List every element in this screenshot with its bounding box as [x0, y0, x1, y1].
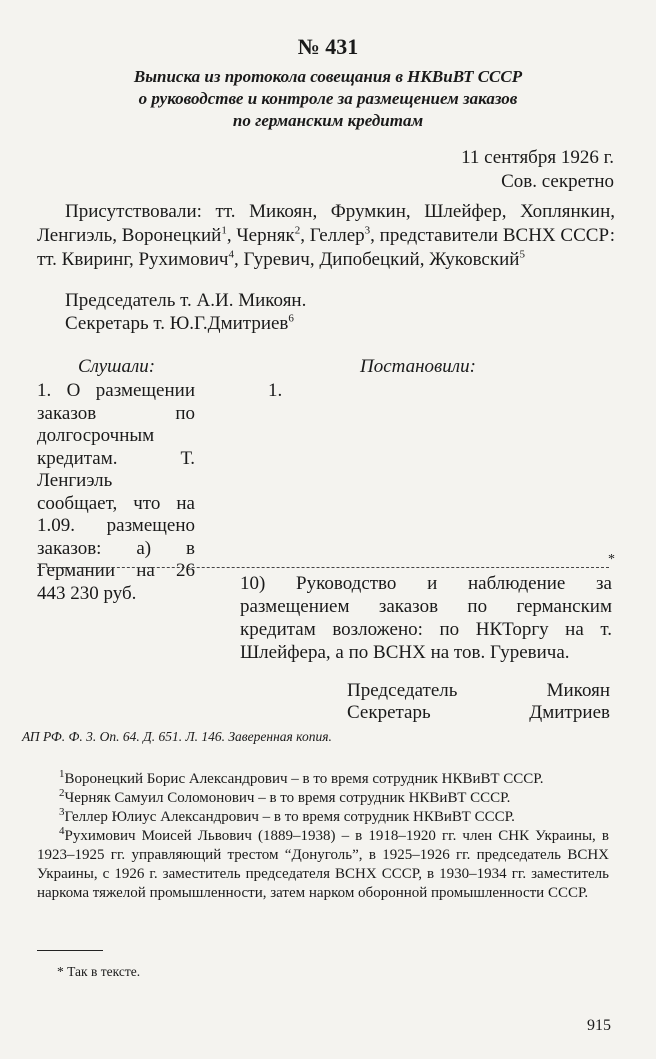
footnote-ref: 4 [228, 248, 234, 261]
title-line: по германским кредитам [232, 111, 424, 130]
separator-asterisk: * [608, 552, 615, 567]
footnote-number: 2 [59, 787, 65, 799]
archive-reference: АП РФ. Ф. 3. Оп. 64. Д. 651. Л. 146. Заверенная копия. [22, 729, 332, 744]
signature-role: Секретарь [347, 702, 431, 723]
attendees-text: , Геллер [300, 225, 365, 246]
footnote-text: Воронецкий Борис Александрович – в то время сотрудник НКВиВТ СССР. [64, 771, 544, 787]
decided-heading: Постановили: [360, 356, 476, 377]
attendees-text: , представители ВСНХ СССР: тт. Квиринг, Рухимович [37, 225, 615, 270]
footnote-ref: 3 [364, 224, 371, 237]
footnote-ref: 2 [294, 224, 301, 237]
secretary-text: Секретарь т. Ю.Г.Дмитриев [65, 313, 289, 334]
footnote-ref: 5 [519, 248, 525, 261]
page-number: 915 [587, 1017, 611, 1034]
document-number: № 431 [297, 34, 359, 59]
footnote [37, 808, 609, 827]
attendees-text: Присутствовали: тт. Микоян, Фрумкин, Шлейфер, Хоплянкин, Ленгиэль, Воронецкий [37, 201, 615, 246]
title-line: Выписка из протокола совещания в НКВиВТ СССР [133, 67, 523, 86]
signature-name: Дмитриев [529, 702, 610, 723]
footnote-text: Геллер Юлиус Александрович – в то время сотрудник НКВиВТ СССР. [64, 809, 515, 825]
heard-item: 1. О размещении заказов по долгосрочным кредитам. Т. Ленгиэль сообщает, что на 1.09. размещено заказов: а) в Германии на 26 443 230 руб. [37, 380, 195, 604]
footnote [37, 827, 609, 903]
attendees-text: , Черняк [226, 225, 295, 246]
document-date: 11 сентября 1926 г. [461, 147, 614, 168]
asterisk-note: * Так в тексте. [57, 964, 141, 979]
footnote-ref: 1 [221, 224, 227, 237]
footnote-text: Черняк Самуил Соломонович – в то время сотрудник НКВиВТ СССР. [64, 790, 511, 806]
attendees-paragraph [37, 200, 615, 272]
secrecy-mark: Сов. секретно [501, 171, 614, 192]
signature-role: Председатель [347, 680, 458, 701]
footnote-number: 3 [59, 806, 65, 818]
footnote [37, 789, 609, 808]
secretary-line [65, 313, 294, 335]
document-title [40, 66, 616, 132]
footnote-number: 4 [59, 825, 65, 837]
chairman-line: Председатель т. А.И. Микоян. [65, 290, 307, 311]
footnotes [37, 770, 609, 903]
footnote-text: Рухимович Моисей Львович (1889–1938) – в 1918–1920 гг. член СНК Украины, в 1923–1925 гг. управляющий трестом “Донуголь”, в 1925–1926 гг. председатель ВСНХ Украины, с 1926 г. заместитель председателя ВСНХ СССР, в 1930–1934 гг. заместитель наркома тяжелой промышленности, затем нарком оборонной промышленности СССР. [37, 828, 609, 901]
signature-name: Микоян [546, 680, 610, 701]
footnote-number: 1 [59, 768, 65, 780]
omission-separator [37, 567, 609, 568]
footnote-rule [37, 950, 103, 951]
heard-heading: Слушали: [78, 356, 156, 377]
footnote-ref: 6 [288, 312, 294, 325]
title-line: о руководстве и контроле за размещением заказов [138, 89, 518, 108]
decision-item-10: 10) Руководство и наблюдение за размещением заказов по германским кредитам возложено: по НКТоргу на т. Шлейфера, а по ВСНХ на тов. Гуревича. [240, 573, 612, 663]
attendees-text: , Гуревич, Дипобецкий, Жуковский [233, 249, 520, 270]
footnote [37, 770, 609, 789]
decided-item-number: 1. [268, 380, 283, 401]
